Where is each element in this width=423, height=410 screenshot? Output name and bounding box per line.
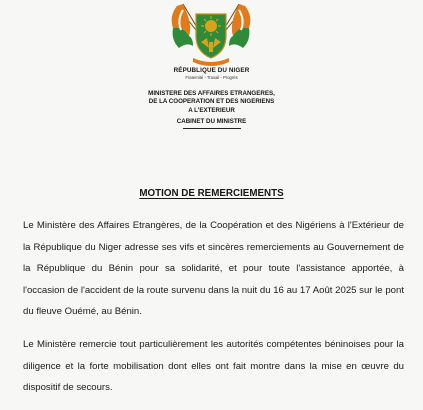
document-title: MOTION DE REMERCIEMENTS — [139, 188, 284, 199]
country-name: RÉPUBLIQUE DU NIGER — [173, 67, 250, 74]
shield — [196, 14, 226, 58]
ministry-line: A L'EXTERIEUR — [188, 106, 235, 114]
paragraph-2: Le Ministère remercie tout particulièrement les autorités compétentes béninoises pour la diligence et la forte mobilisation dont elles ont fait montre dans la mise en œuvre du dispositif de secours. — [23, 339, 404, 393]
ministry-name — [0, 90, 423, 115]
ribbon — [193, 58, 229, 66]
ministry-line: DE LA COOPERATION ET DES NIGERIENS — [148, 98, 275, 106]
ministry-line: MINISTERE DES AFFAIRES ETRANGERES, — [148, 90, 275, 97]
niger-coat-of-arms-icon — [163, 2, 259, 68]
divider — [183, 128, 241, 129]
paragraph-1: Le Ministère des Affaires Etrangères, de la Coopération et des Nigériens à l'Extérieur de la République du Niger adresse ses vifs et sincères remerciements au Gouvernement de la République du Bénin pour sa solidarité, et pour toute l'assistance apportée, à l'occasion de l'accident de la route survenu dans la nuit du 16 au 17 Août 2025 sur le pont du fleuve Ouémé, au Bénin. — [23, 220, 404, 317]
cabinet-label: CABINET DU MINISTRE — [176, 118, 247, 125]
national-motto: Fraternité - Travail - Progrès — [185, 75, 238, 80]
